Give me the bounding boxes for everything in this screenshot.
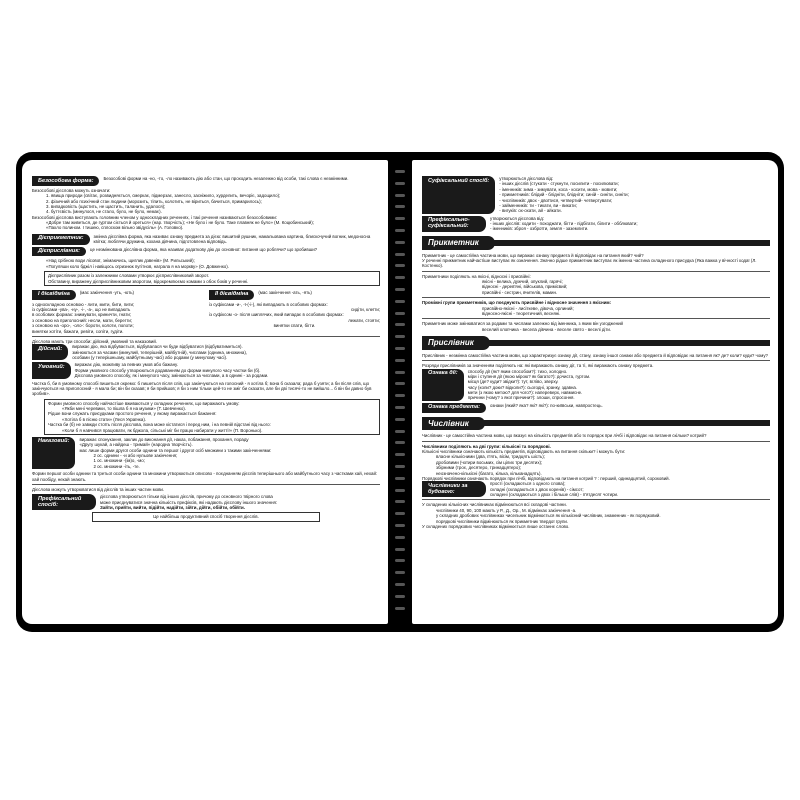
spiral-ring	[395, 194, 405, 197]
divider	[422, 318, 770, 319]
conj2-line: сидіти, клеїти;	[351, 307, 380, 313]
prefix-line: дієслова утворюються тільки від інших дієслів, причому до основного твірного слова	[100, 494, 273, 500]
suffix-line: - числівників: двох - двоїтися, четвертий- четвертувати;	[499, 197, 613, 203]
chysl-note: числівники 40, 90, 100 мають у Р., Д., Ор., М. відмінках закінчення -а.	[436, 507, 577, 513]
suffix-line: - вигуків: ох-охати, ай - айкати.	[499, 208, 562, 214]
spiral-ring	[395, 264, 405, 267]
spiral-ring	[395, 182, 405, 185]
umovnyi-line: виражає дію, можливу за певних умов або бажану.	[74, 362, 178, 368]
chysl-note: У складених порядкових числівниках відмінюється лише останнє слово.	[422, 523, 570, 529]
conj1-line: з основою на приголосний: несли, мати, берегти;	[32, 317, 133, 323]
utvor-note: Дієслова можуть утворюватися від дієслів та інших частин мови.	[32, 486, 165, 492]
conj1-line: із суфіксами -ува-, -ну-, -і-, -а-, що не випадають	[32, 307, 131, 313]
umovnyi-line: Форми умовного способу утворюються додаванням до форми минулого часу частки би (б).	[74, 367, 261, 373]
chysl-title: Числівник	[422, 417, 485, 431]
conj1-ending: (мас закінчення -уть, -ють)	[79, 289, 134, 295]
bezosobova-section	[32, 176, 380, 186]
nakazovyi-line: мас лише форми другої особи однини та першої і другої осіб множини з такими закінченнями:	[79, 447, 272, 453]
header-bar	[481, 420, 770, 426]
bez-intro: Безособові дієслова можуть означати:	[32, 187, 111, 193]
spiral-ring	[395, 371, 405, 374]
spiral-ring	[395, 477, 405, 480]
suffix-line: - займенників: ти - тикати, ви - викати;	[499, 202, 577, 208]
diysnyi-line: особами (у теперішньому, майбутньому часі) або родами (у минулому часі).	[72, 355, 228, 361]
spiral-ring	[395, 229, 405, 232]
bez-quote: «Пахло полином. І тишею, сплоском вільно звідусіль» (А. Головко).	[46, 225, 184, 231]
prefix-section	[32, 494, 380, 510]
spiral-ring	[395, 347, 405, 350]
umovnyi-section	[32, 362, 380, 378]
spiral-ring	[395, 312, 405, 315]
chysl-kilk-line: дробовими (чотири восьмих, сім цілих три десятих);	[436, 459, 543, 465]
nakazovyi-label: Наказовий:	[32, 437, 75, 469]
divider	[422, 499, 770, 500]
spiral-ring	[395, 394, 405, 397]
header-bar	[491, 240, 770, 246]
prykm-change: Прикметник може змінюватися за родами та числами залежно від іменника, з яким він узгоджений	[422, 321, 624, 327]
spiral-ring	[395, 453, 405, 456]
bez-quote: «Добре там живеться, де гуртом сіється й ореться» (нар. творчість); «Не було і не було. Таке плавняк не було» (М. Коцюбинський);	[46, 220, 314, 226]
umovnyi-box-line: Форми умовного способу найчастіше вживаються у складних реченнях, що виражають умову:	[48, 400, 240, 406]
conjugation-2	[209, 290, 380, 334]
chysl-kilk: Кількісні числівники означають кількість предметів, відповідають на питання скільки? і можуть бути:	[422, 449, 626, 455]
umovnyi-box	[44, 399, 380, 435]
oznaka-dii-section	[422, 369, 770, 401]
divider	[422, 441, 770, 442]
umovnyi-box-line: «Якби мені черевики, то пішла б я на музики» (Т. Шевченко).	[62, 406, 186, 412]
spiral-ring	[395, 512, 405, 515]
tri-sposoby: Дієслова мають три способи: дійсний, умовний та наказовий.	[32, 338, 157, 344]
dieprykm-text: змінна дієслівна форма, яка називає ознаку предмета за дією: вишитий рушник, намальована картина, блискочучий вогник, медоносна квітка; люблячи дружина, кохана дівчина, підготовлена відповідь.	[93, 233, 371, 245]
conj2-label: ІІ дієвідміна	[209, 290, 254, 300]
diysnyi-section	[32, 344, 380, 360]
bez-item: 4. буттєвість (минулося, не стало, було, не було, немає).	[46, 209, 162, 215]
chysl-budova-line: прості (складаються з одного слова);	[490, 481, 566, 487]
umovnyi-box-line: «Хотіла б в пісню стати» (Леся Українка).	[62, 416, 147, 422]
diepryslivnyk-text: це незмінювана дієслівна форма, яка називає додаткову дію до основної: питання що роблячи? що зробивши?	[90, 246, 318, 252]
spiral-ring	[395, 430, 405, 433]
spiral-ring	[395, 300, 405, 303]
bez-item: 3. випадковість (щастить, не щастить, таланить, удалося);	[46, 203, 166, 209]
dieprykm-label: Дієприкметник:	[32, 234, 90, 245]
spiral-ring	[395, 441, 405, 444]
prykm-def2: У реченні прикметник найчастіше виступає як означення. Значно рідше прикметник виступає як іменна частина складеного присудка (Яка важка у вічності хода! (Л. Костенко).	[422, 257, 757, 269]
spiral-ring	[395, 418, 405, 421]
prefix-label: Префіксальний спосіб:	[32, 494, 96, 510]
chysl-note: У складених кількісних числівниках відмінюються всі складові частини.	[422, 502, 567, 508]
conjugation-1	[32, 290, 203, 334]
prefix-line: Зайти, прийти, вийти, підійти, надійти, зійти, дійти, обійти, обійти.	[100, 505, 245, 511]
suffix-label: Суфіксальний спосіб:	[422, 176, 495, 214]
divider	[422, 360, 770, 361]
prysl-def: Прислівник - незмінна самостійна частина мови, що характеризує ознаку дії, стану, ознаку іншої ознаки або предмета й відповідає на питання як? де? коли? куди? чому?	[422, 352, 768, 358]
prykm-inter-line: присвійно-якісні - лисіткеве, дівоча, орлиний;	[482, 305, 574, 311]
header-bar	[486, 340, 770, 346]
chysl-budova-line: складені (складаються з двох і більше слів) - п'ятдесят чотири.	[490, 492, 619, 498]
conj1-line: з односкладною основою - лити, мити, бити, пити;	[32, 301, 135, 307]
chysl-poriad: Порядкові числівники означають порядок при лічбі, відповідають на питання котрий ? : перший, одинадцятий, сороковий.	[422, 475, 670, 481]
nakazovyi-line: 2 ос. однини - -и або нульове закінчення;	[93, 453, 178, 459]
diepryslivnyk-label: Дієприслівник:	[32, 247, 86, 257]
umovnyi-line: Дієслова умовного способу, як і минулого часу, змінюються за числами, а в однині - за родами.	[74, 373, 269, 379]
conj2-line: із суфіксом -о- після шиплячих, який випадає в особових формах:	[209, 312, 344, 318]
prykm-split: Прикметники поділяють на якісні, відносні і присвійні:	[422, 273, 531, 279]
divider	[422, 297, 770, 298]
oznaka-predm-text: ознаки (який? яка? які? які?): по-київськи, навпростець.	[489, 402, 603, 408]
spiral-ring	[395, 288, 405, 291]
prefsuf-line: - інших дієслів: ходити - походжати, бігти - підбігати, білити - обблювати;	[490, 221, 638, 226]
spiral-ring	[395, 382, 405, 385]
prykm-header	[422, 236, 770, 250]
bezosobova-label: Безособова форма:	[32, 176, 99, 186]
conj2-ending: (мас закінчення -ать, -ять)	[258, 289, 312, 295]
spiral-ring	[395, 607, 405, 610]
umovnyi-label: Умовний:	[32, 362, 71, 378]
bez-item: 1. явища природи (світає, розвидняється, смеркає, підмерзає, занесло, засніжило, хурделить, вечоріє, задощило);	[46, 193, 281, 199]
prefix-box	[92, 512, 320, 521]
chastka-note: Частка б, би в умовному способі пишеться окремо: б пишеться після слів, що закінчуються на голосний - я хотіла б; вона б сказала; рада б узяти; а би після слів, що закінчуються на приголосний - я мала би; він би сказав; я би прийшов; я би з ним тільки цей-то не зміг би сказати, але би дві тисячі-то не вийшло... б він би давно був зробив».	[32, 380, 372, 397]
oznaka-predm-section	[422, 403, 770, 413]
spiral-ring	[395, 500, 405, 503]
prysl-split: Розряди прислівників за значенням поділяють на: які виражають ознаку дії, та ті, які виражають ознаку предмета.	[422, 363, 654, 369]
prefsuf-line: - іменників: зброя - озброїти, земля - заземлити.	[490, 226, 589, 232]
chysl-kilk-line: збірними (троє, десятеро, тринадцятеро);	[436, 465, 521, 471]
spiral-ring	[395, 559, 405, 562]
prykm-kind: присвійні - сестрин, вчителів, мамин.	[482, 289, 558, 295]
spiral-ring	[395, 583, 405, 586]
chysl-def: Числівник - це самостійна частина мови, що вказує на кількість предметів або їх порядок при лічбі і відповідає на питання скільки? котрий?	[422, 433, 707, 439]
conj2-line: із суфіксами -и-, -ї-(-і-), які випадають в особових формах:	[209, 301, 328, 307]
prykm-inter: Проміжні групи прикметників, що поєднують присвійне і відносне значення з якісним:	[422, 300, 612, 306]
spiral-ring	[395, 253, 405, 256]
prykm-kind: відносні - дерев'яні, військова, примісвий;	[482, 284, 568, 290]
spiral-ring	[395, 595, 405, 598]
oznaka-dii-line: міри і ступеня дії (якою мірою? як багато?): дочиста, гуртом.	[467, 373, 591, 379]
spiral-ring	[395, 205, 405, 208]
oznaka-dii-line: причини (чому? з якої причини?): злоши, спросоння.	[467, 395, 575, 401]
chysl-note: у складних дробових числівниках чисельник відмінюється як кількісний числівник, знаменник - як порядковий.	[436, 513, 661, 519]
right-page	[412, 160, 778, 624]
spiral-ring	[395, 170, 405, 173]
chysl-note: порядкові числівники відмінюються як прикметник твердої групи.	[436, 518, 569, 524]
prefsuf-label: Префіксально-суфіксальний:	[422, 216, 486, 232]
diepryslivnyk-box-line: Обставину, виражену дієприслівниковим зворотом, відокремлюємо комами з обох боків у реченні.	[48, 278, 249, 284]
spiral-ring	[395, 241, 405, 244]
conj2-line: лежати, стояти;	[348, 317, 380, 323]
prykm-kind: якісні - велика, дужчий, опуклий, гарячі;	[482, 279, 563, 284]
nakazovyi-line: «Другу шукай, а найдеш - тримай» (народна творчість).	[79, 442, 193, 448]
umovnyi-box-line: «Коли б я навчився працювати, як бджола, сільські міг би працю набирати у житті!» (П. Воронько).	[62, 427, 263, 433]
spiral-ring	[395, 465, 405, 468]
chysl-budova-line: складні (складаються з двох коренів) - сімсот;	[490, 486, 584, 492]
conjugation-columns	[32, 290, 380, 334]
chysl-kilk-line: власне кількісними (два, п'ять, вісім, тридцять шість);	[436, 454, 545, 460]
prefsuf-line: утворюються дієслова від:	[490, 215, 545, 221]
divider	[422, 271, 770, 272]
chysl-groups: Числівники поділяють на дві групи: кількісні та порядкові.	[422, 443, 551, 449]
oznaka-dii-line: мети (з якою метою? для чого?): напереверх, навмисне.	[467, 390, 583, 395]
spiral-ring	[395, 335, 405, 338]
spiral-ring	[395, 217, 405, 220]
spiral-ring	[395, 276, 405, 279]
diysnyi-line: виражає дію, яка відбувається, відбувалася чи буде відбуватися (відбуватиметься).	[72, 344, 243, 350]
prykm-inter-line: відносно-якісні - теоретичний, весняні.	[482, 310, 561, 316]
diepryslivnyk-box	[44, 271, 380, 286]
divider	[32, 336, 380, 337]
spiral-ring	[395, 406, 405, 409]
chysl-budova-label: Числівники за будовою:	[422, 481, 486, 497]
prykm-def: Прикметник - це самостійна частина мови, що виражає ознаку предмета й відповідає на питання який? чий?	[422, 252, 644, 258]
spiral-ring	[395, 536, 405, 539]
diepryslivnyk-section	[32, 247, 380, 257]
prysl-header	[422, 336, 770, 350]
diysnyi-line: змінюються за часами (минулий, теперішній, майбутній), числами (однина, множина),	[72, 349, 248, 355]
dieprykm-section	[32, 234, 380, 245]
spiral-ring	[395, 323, 405, 326]
oznaka-predm-label: Ознака предмета:	[422, 403, 486, 413]
suffix-line: - іменників: зима - зимувати, коса - косити, мова - мовити;	[499, 186, 618, 192]
spiral-ring	[395, 548, 405, 551]
left-page	[22, 160, 388, 624]
conj1-line: винятки хотіти, бажати, ревіти, сопіти, гудіти.	[32, 328, 124, 334]
spiral-ring	[395, 524, 405, 527]
suffix-line: утворюються дієслова від:	[499, 176, 554, 181]
left-page-content	[32, 176, 380, 618]
bez-note: Безособові дієслова виступають головним членом у односкладних реченнях, і такі речення називаються безособовими:	[32, 214, 278, 220]
divider	[32, 484, 380, 485]
spiral-binding	[392, 166, 408, 618]
diysnyi-label: Дійсний:	[32, 344, 68, 360]
suffix-line: - інших дієслів (стукати - стукнути, посилити - посилювати;	[499, 181, 619, 187]
spiral-ring	[395, 571, 405, 574]
nakazovyi-line: 2 ос. множини -іть, -те.	[93, 463, 140, 469]
prefsuf-section	[422, 216, 770, 232]
nakazovyi-section	[32, 437, 380, 469]
diepryslivnyk-box-line: Дієприслівник разом із залежними словами утворює дієприслівниковий зворот.	[48, 273, 210, 279]
conj1-label: І дієвідміна	[32, 290, 76, 300]
prysl-title: Прислівник	[422, 336, 490, 350]
prykm-title: Прикметник	[422, 236, 495, 250]
oznaka-dii-line: часу (коли? доки? відколи?): сьогодні, зранку, здавна.	[467, 384, 578, 390]
nakazovyi-line: 1 ос. множини -(ім)о, -мо;	[93, 458, 145, 464]
umovnyi-box-line: Частка би (б) не завжди стоїть після дієслова, вона може кістатися і перед ним, і на певній відстані від нього:	[48, 422, 271, 428]
prefix-box-text: Це найбільш продуктивний спосіб творення дієслів.	[153, 514, 259, 520]
diepryslivnyk-quote: «Над срібною води лісової, знімаючись, щиглик дзвенів» (М. Рильський);	[46, 258, 195, 264]
umovnyi-box-line: Рідше вони служать присудками простого речення, у якому виражається бажання:	[48, 411, 217, 417]
chysl-kilk-line: неозначено-кількісні (багато, кілька, кільканадцять).	[436, 470, 542, 476]
chysl-budova-section	[422, 481, 770, 497]
nakazovyi-note: Форми першої особи однини та третьої особи однини та множини утворюються описово - поєднанням дієслів теперішнього або майбутнього часу з частками хай, нехай: хай пообіду, нехай знають.	[32, 471, 378, 482]
spiral-ring	[395, 489, 405, 492]
right-page-content	[422, 176, 770, 618]
oznaka-dii-line: способу дії (як? яким способом?): тихо, холодно.	[467, 368, 568, 374]
conj2-line: винятки спати, бігти.	[273, 323, 316, 329]
oznaka-dii-label: Ознака дії:	[422, 369, 464, 401]
diepryslivnyk-quote: «Погуляши коло бджіл і навіщось огризнюк пугітнов, награла я на моркву» (О. Довженко).	[46, 263, 229, 269]
spiral-ring	[395, 359, 405, 362]
conj1-line: в особових формах: знимувати, криничти, гнати;	[32, 312, 132, 318]
prefix-line: може приєднуватися значна кількість префіксів, які надають дієслову іншого значення:	[100, 499, 278, 505]
oznaka-dii-line: місця (де? куди? звідки?): тут, вгліво, зверху.	[467, 379, 559, 385]
chysl-header	[422, 417, 770, 431]
prykm-change2: веселий хлопчика - весела дівчина - веселе свято - веселі діти.	[482, 326, 612, 332]
conj1-line: з основою на -оро-, -оло-: бороти, колоти, полоти;	[32, 323, 134, 329]
bezosobova-text: Безособові форми на -но, -то, -ло називають дію або стан, що проходить незалежно від особи, такі слова є незмінними.	[103, 176, 349, 181]
suffix-section	[422, 176, 770, 214]
bez-item: 2. фізичний або психічний стан людини (морозить, тіпить, колотить, не віриться, бачиться, примарилось);	[46, 198, 262, 204]
nakazovyi-line: виражає спонукання, заклик до виконання дії, наказ, побажання, прохання, пораду	[79, 436, 249, 442]
suffix-line: - прикметників: блідий - блідніти, блідніти; синій - синіти, синіти;	[499, 192, 629, 198]
